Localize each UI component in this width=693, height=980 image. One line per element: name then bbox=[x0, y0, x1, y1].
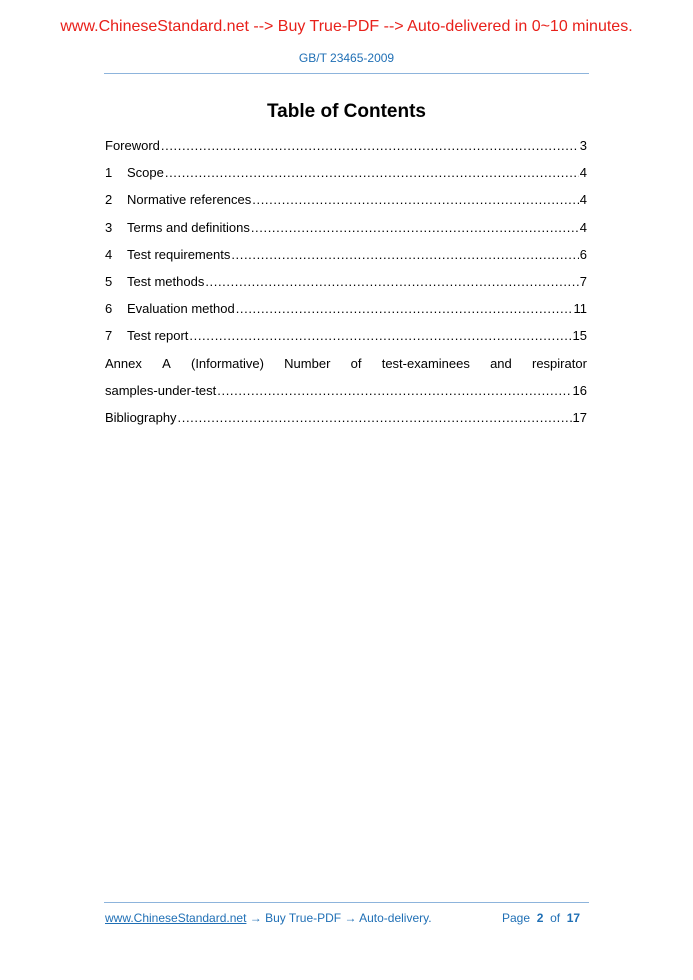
dot-leader bbox=[217, 382, 571, 400]
dot-leader bbox=[252, 191, 578, 209]
footer-site-link[interactable]: www.ChineseStandard.net bbox=[105, 911, 247, 925]
toc-entry-number: 4 bbox=[105, 246, 113, 262]
annex-word: Number bbox=[284, 355, 331, 371]
dot-leader bbox=[189, 327, 571, 345]
annex-word: (Informative) bbox=[190, 355, 264, 371]
dot-leader bbox=[161, 137, 579, 155]
toc-entry-page: 4 bbox=[579, 219, 587, 235]
footer-promo-text: → Buy True-PDF → Auto-delivery. bbox=[246, 911, 432, 925]
toc-entry-annex-a-continued[interactable] bbox=[105, 382, 587, 409]
toc-entry-number: 3 bbox=[105, 219, 113, 235]
toc-entry-label: samples-under-test bbox=[105, 382, 217, 398]
toc-entry-evaluation-method[interactable] bbox=[105, 300, 587, 327]
page-total: 17 bbox=[566, 911, 581, 925]
dot-leader bbox=[205, 273, 578, 291]
dot-leader bbox=[165, 164, 579, 182]
toc-entry-number: 2 bbox=[105, 192, 113, 208]
toc-entry-scope[interactable] bbox=[105, 164, 587, 191]
toc-entry-annex-a[interactable] bbox=[105, 355, 587, 382]
standard-code: GB/T 23465-2009 bbox=[298, 51, 395, 65]
page-prefix: Page bbox=[502, 911, 531, 925]
toc-entry-label: Foreword bbox=[105, 138, 160, 153]
annex-word: A bbox=[162, 355, 171, 371]
toc-entry-number: 5 bbox=[105, 273, 113, 289]
page-of: of bbox=[550, 911, 561, 925]
toc-entry-label: Normative references bbox=[127, 192, 252, 208]
toc-entry-label: Bibliography bbox=[105, 409, 177, 425]
dot-leader bbox=[236, 300, 573, 318]
toc-entry-label: Test methods bbox=[127, 273, 205, 289]
annex-word: respirator bbox=[532, 355, 587, 371]
toc-entry-bibliography[interactable] bbox=[105, 409, 587, 436]
page-indicator bbox=[502, 911, 580, 925]
toc-entry-number: 1 bbox=[105, 165, 113, 181]
header-divider bbox=[104, 73, 589, 74]
toc-entry-page: 3 bbox=[579, 138, 587, 153]
annex-word: of bbox=[350, 355, 362, 371]
toc-entry-normative-references[interactable] bbox=[105, 191, 587, 218]
table-of-contents bbox=[105, 137, 587, 436]
toc-entry-page: 7 bbox=[579, 273, 587, 289]
toc-entry-label: Test requirements bbox=[127, 246, 231, 262]
toc-entry-terms-and-definitions[interactable] bbox=[105, 219, 587, 246]
toc-entry-label: Evaluation method bbox=[127, 301, 235, 317]
toc-entry-label: Scope bbox=[127, 165, 164, 181]
toc-entry-page: 15 bbox=[572, 328, 587, 344]
toc-entry-label: Test report bbox=[127, 328, 189, 344]
toc-entry-label: Terms and definitions bbox=[127, 219, 250, 235]
dot-leader bbox=[231, 246, 578, 264]
toc-entry-page: 16 bbox=[572, 382, 587, 398]
page-current: 2 bbox=[536, 911, 544, 925]
toc-entry-number: 7 bbox=[105, 328, 113, 344]
annex-word: test-examinees bbox=[381, 355, 470, 371]
footer-divider bbox=[104, 902, 589, 903]
dot-leader bbox=[251, 219, 579, 237]
toc-entry-page: 17 bbox=[572, 409, 587, 425]
annex-word: Annex bbox=[105, 355, 142, 371]
toc-entry-test-requirements[interactable] bbox=[105, 246, 587, 273]
toc-entry-page: 4 bbox=[579, 165, 587, 181]
page-title: Table of Contents bbox=[266, 101, 427, 122]
toc-entry-page: 4 bbox=[579, 192, 587, 208]
toc-entry-test-methods[interactable] bbox=[105, 273, 587, 300]
toc-entry-page: 11 bbox=[573, 301, 587, 317]
toc-entry-test-report[interactable] bbox=[105, 327, 587, 354]
promo-banner[interactable]: www.ChineseStandard.net --> Buy True-PDF --> Auto-delivered in 0~10 minutes. bbox=[60, 18, 633, 35]
footer-promo bbox=[105, 911, 432, 925]
toc-entry-number: 6 bbox=[105, 301, 113, 317]
toc-entry-page: 6 bbox=[579, 246, 587, 262]
dot-leader bbox=[178, 409, 572, 427]
toc-entry-foreword[interactable] bbox=[105, 137, 587, 164]
annex-word: and bbox=[490, 355, 512, 371]
